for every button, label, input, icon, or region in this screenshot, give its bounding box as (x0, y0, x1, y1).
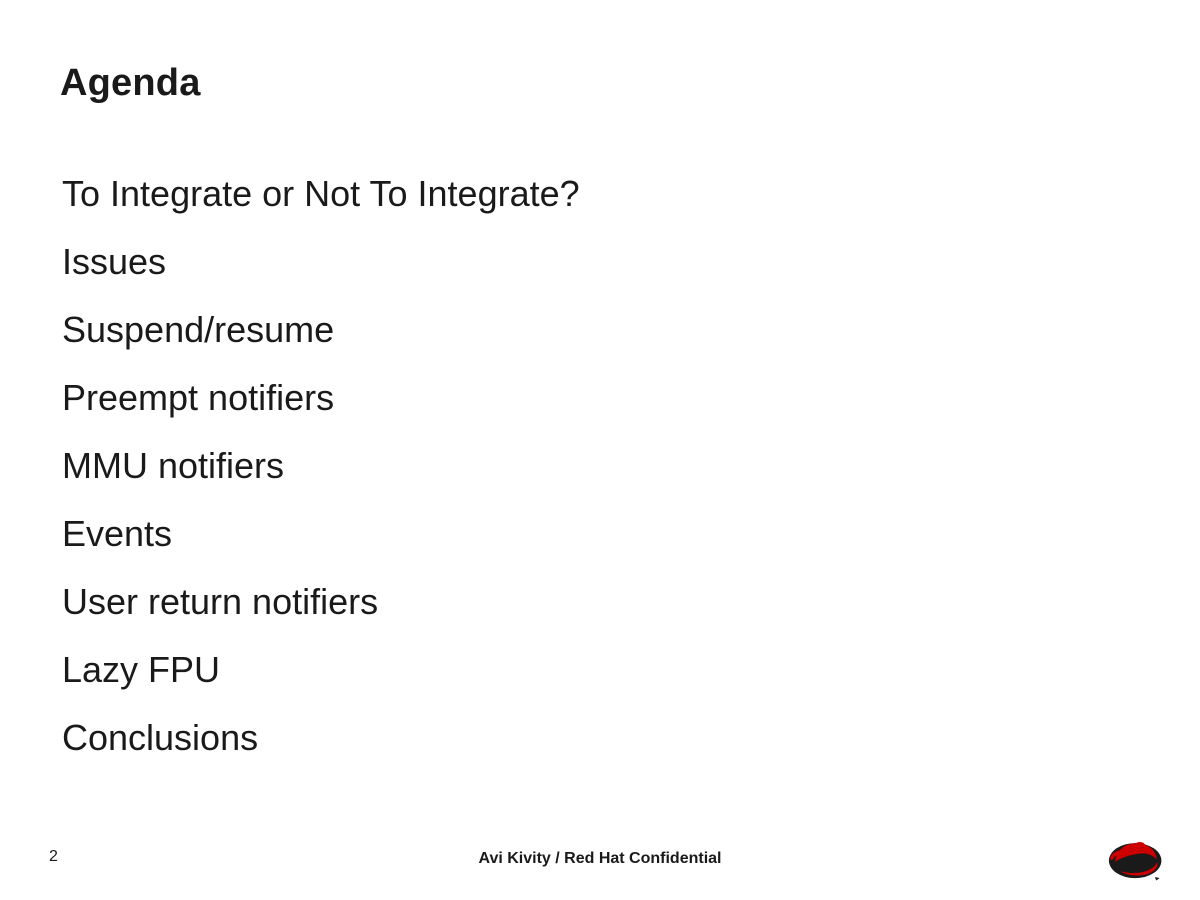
list-item: MMU notifiers (62, 445, 285, 486)
page-number: 2 (49, 848, 58, 865)
footer-text: Avi Kivity / Red Hat Confidential (478, 850, 722, 867)
list-item: Lazy FPU (62, 649, 221, 690)
list-item: Preempt notifiers (62, 377, 335, 418)
list-item: User return notifiers (62, 581, 379, 622)
list-item: Issues (62, 241, 167, 282)
list-item: Suspend/resume (62, 309, 335, 350)
agenda-list (62, 160, 1062, 772)
list-item: Conclusions (62, 717, 259, 758)
list-item: To Integrate or Not To Integrate? (62, 173, 580, 214)
list-item: Events (62, 513, 173, 554)
page-title: Agenda (60, 62, 201, 104)
red-hat-shadowman-logo (1098, 828, 1170, 884)
